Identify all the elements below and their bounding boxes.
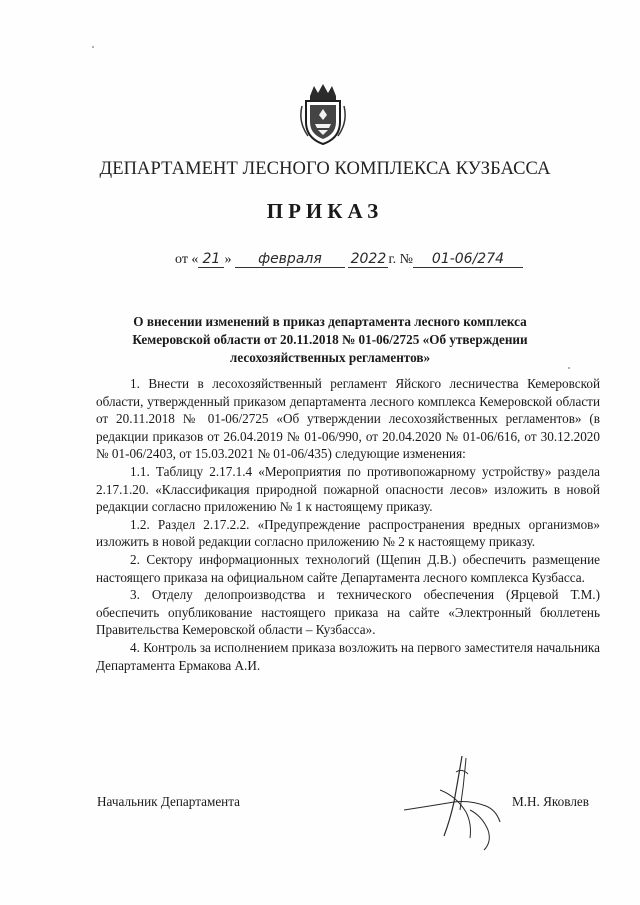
- paragraph-1: 1. Внести в лесохозяйственный регламент Яйского лесничества Кемеровской области, утвержденный приказом департамента лесного комплекса Кемеровской области от 20.11.2018 № 01-06/2725 «Об утверждении лесохозяйственных регламентов» (в редакции приказов от 26.04.2019 № 01-06/990, от 20.04.2020 № 01-06/616, от 30.12.2020 № 01-06/2403, от 15.03.2021 № 01-06/435) следующие изменения:: [96, 376, 600, 462]
- order-date-line: [175, 252, 575, 268]
- date-month: февраля: [258, 251, 322, 267]
- paragraph-1-1: 1.1. Таблицу 2.17.1.4 «Мероприятия по противопожарному устройству» раздела 2.17.1.20. «Классификация природной пожарной опасности лесов» изложить в новой редакции согласно приложению № 1 к настоящему приказу.: [96, 463, 600, 515]
- handwritten-signature-icon: [400, 750, 510, 855]
- date-month-slot: [235, 252, 345, 268]
- date-day-slot: [198, 252, 224, 268]
- date-day: 21: [202, 251, 221, 267]
- scan-speck: [568, 367, 570, 369]
- paragraph-1-2: 1.2. Раздел 2.17.2.2. «Предупреждение распространения вредных организмов» изложить в новой редакции согласно приложению № 2 к настоящему приказу.: [96, 516, 600, 550]
- date-year-suffix: г.: [388, 252, 397, 267]
- signatory-position: Начальник Департамента: [97, 794, 241, 809]
- date-prefix: от «: [175, 252, 199, 267]
- date-year-slot: [348, 252, 388, 268]
- paragraph-2: 2. Сектору информационных технологий (Щепин Д.В.) обеспечить размещение настоящего приказа на официальном сайте Департамента лесного комплекса Кузбасса.: [96, 551, 600, 585]
- paragraph-3: 3. Отделу делопроизводства и технического обеспечения (Ярцевой Т.М.) обеспечить опубликование настоящего приказа на сайте «Электронный бюллетень Правительства Кемеровской области – Кузбасса».: [96, 587, 600, 638]
- subject-line-3: лесохозяйственных регламентов»: [229, 350, 431, 365]
- order-number-slot: [413, 252, 523, 268]
- signatory-name: М.Н. Яковлев: [512, 794, 589, 809]
- kuzbass-coat-of-arms-icon: [296, 82, 350, 146]
- order-number: 01-06/274: [431, 251, 505, 267]
- order-title: ПРИКАЗ: [266, 199, 384, 223]
- date-quote-close: »: [224, 252, 232, 267]
- date-year: 2022: [350, 251, 387, 267]
- order-number-prefix: №: [399, 252, 413, 267]
- subject-line-2: Кемеровской области от 20.11.2018 № 01-06/2725 «Об утверждении: [132, 332, 528, 347]
- order-body: [96, 375, 600, 674]
- scan-speck: [92, 46, 94, 48]
- subject-line-1: О внесении изменений в приказ департамента лесного комплекса: [133, 314, 527, 329]
- paragraph-4: 4. Контроль за исполнением приказа возложить на первого заместителя начальника Департамента Ермакова А.И.: [96, 639, 600, 673]
- order-subject: [95, 313, 565, 367]
- department-title: ДЕПАРТАМЕНТ ЛЕСНОГО КОМПЛЕКСА КУЗБАССА: [99, 159, 551, 179]
